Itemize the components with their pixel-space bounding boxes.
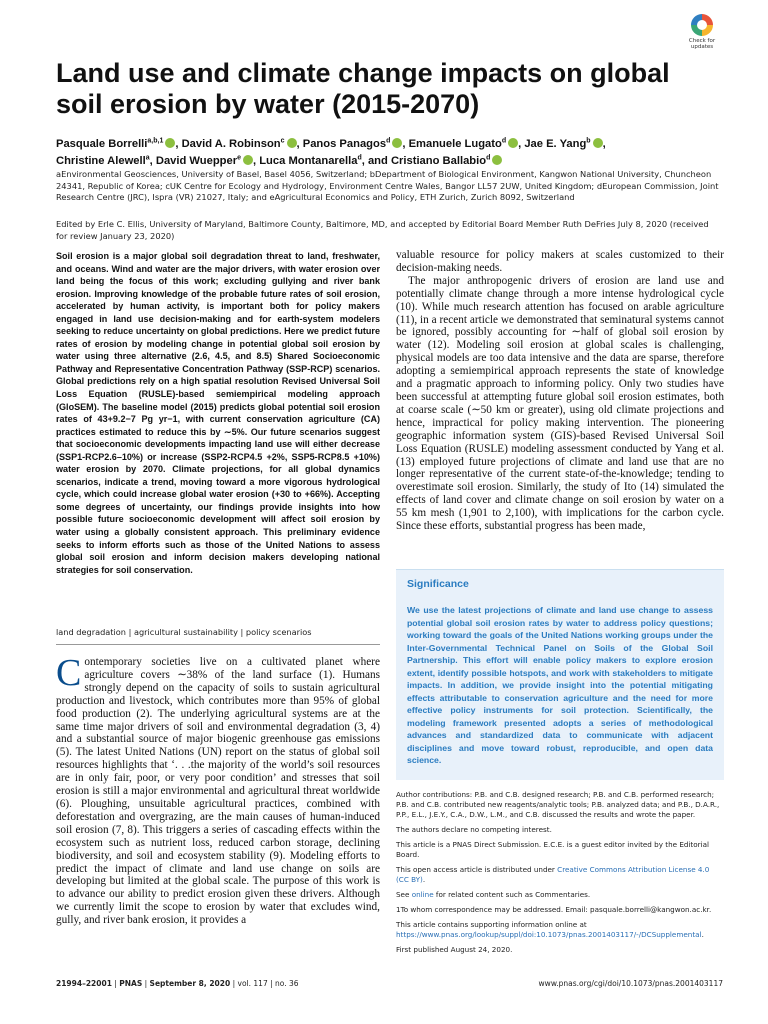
check-updates-icon <box>691 14 713 36</box>
supporting-info-link[interactable]: https://www.pnas.org/lookup/suppl/doi:10.1073/pnas.2001403117/-/DCSupplemental <box>396 930 702 939</box>
footer-citation: 21994–22001 | PNAS | September 8, 2020 | vol. 117 | no. 36 <box>56 979 299 988</box>
paragraph: valuable resource for policy makers at scales customized to their decision-making needs. <box>396 249 724 274</box>
author[interactable]: Christine Alewell$^a$ <box>56 154 150 167</box>
issue: no. 36 <box>275 979 299 988</box>
author[interactable]: David Wuepper$^e$ <box>156 155 253 167</box>
orcid-icon[interactable] <box>165 138 175 148</box>
orcid-icon[interactable] <box>392 138 402 148</box>
supporting-info-note: This article contains supporting information online at https://www.pnas.org/lookup/suppl/doi:10.1073/pnas.2001403117/-/DCSupplemental. <box>396 920 704 939</box>
check-for-updates-badge[interactable] <box>676 14 728 56</box>
open-access-note: This open access article is distributed under Creative Commons Attribution License 4.0 (CC BY). <box>396 865 710 884</box>
article-title: Land use and climate change impacts on global soil erosion by water (2015-2070) <box>56 58 670 119</box>
online-link[interactable]: online <box>411 890 434 899</box>
significance-box <box>396 569 724 780</box>
author[interactable]: Pasquale Borrelli$^{a,b,1}$ <box>56 138 175 150</box>
competing-interest: The authors declare no competing interest. <box>396 825 552 834</box>
author[interactable]: Cristiano Ballabio$^d$ <box>391 155 502 167</box>
keywords: land degradation | agricultural sustainability | policy scenarios <box>56 627 312 637</box>
paragraph: The major anthropogenic drivers of erosion are land use and potentially climate change through a more intense hydrological cycle (10). While much research attention has focused on arable agriculture (11), in a recent article we demonstrated that seminatural systems cannot be ignored, possibly accounting for ∼half of global soil erosion by water (12). Modeling soil erosion at global scales is challenging, physical models are too data intensive and the data are sparse, therefore adopting a semiempirical approach represents the state of knowledge and a pragmatic approach to informing policy. Only two studies have been successful at attempting future global soil erosion estimates, both at coarse scale (∼50 km or greater), using old climate projections and hence, impractical for policy making intervention. The pioneering geographic information system (GIS)-based Revised Universal Soil Loss Equation (RUSLE) modeling assessment conducted by Yang et al. (13) employed future projections of climate and land use that are no longer representative of the current state-of-the-knowledge; tending to overestimate soil erosion. Similarly, the study of Ito (14) simulated the effects of land cover and climate change on soil erosion by water on a 55 km mesh (1,901 to 2,100), with implications for the carbon cycle. Since these efforts, substantial progress has been made, <box>396 274 724 533</box>
orcid-icon[interactable] <box>287 138 297 148</box>
edited-by: Edited by Erle C. Ellis, University of Maryland, Baltimore County, Baltimore, MD, and accepted by Editorial Board Member Ruth DeFries July 8, 2020 (received for review January 23, 2020) <box>56 219 709 241</box>
author-contributions: Author contributions: P.B. and C.B. designed research; P.B. and C.B. performed research; P.B. and C.B. contributed new reagents/analytic tools; P.B. analyzed data; and P.B., D.A.R., P.P., E.L., J.E.Y., C.A., D.W., L.M., and C.B. discussed the results and wrote the paper. <box>396 790 720 819</box>
license-link[interactable]: Creative Commons Attribution License 4.0 (CC BY) <box>396 865 710 884</box>
introduction <box>56 652 380 927</box>
author[interactable]: David A. Robinson$^c$ <box>182 138 297 150</box>
badge-line1: Check for <box>688 38 716 44</box>
author[interactable]: Jae E. Yang$^b$ <box>524 138 602 150</box>
significance-title: Significance <box>407 578 469 590</box>
orcid-icon[interactable] <box>508 138 518 148</box>
page-range: 21994–22001 <box>56 979 112 988</box>
correspondence-note: 1To whom correspondence may be addressed. Email: pasquale.borrelli@kangwon.ac.kr. <box>396 905 712 914</box>
direct-submission: This article is a PNAS Direct Submission. E.C.E. is a guest editor invited by the Editorial Board. <box>396 840 710 859</box>
author[interactable]: Panos Panagos$^d$ <box>303 138 403 150</box>
author-list: Pasquale Borrelli$^{a,b,1}$ , David A. Robinson$^c$ , Panos Panagos$^d$ , Emanuele Lugato$^d$ , Jae E. Yang$^b$ , Christine Alewell$^a$, David Wuepper$^e$ , Luca Montanarella$^d$, and Cristiano Ballabio$^d$ <box>56 137 606 167</box>
keywords-divider <box>56 644 380 645</box>
abstract: Soil erosion is a major global soil degradation threat to land, freshwater, and oceans. Wind and water are the major drivers, with water erosion over land being the focus of this work; excluding gullying and river bank erosion. Improving knowledge of the probable future rates of soil erosion, accelerated by human activity, is important both for policy makers engaged in land use decision-making and for earth-system modelers seeking to reduce uncertainty on global predictions. Here we predict future rates of erosion by modeling change in potential global soil erosion by water using three alternative (2.6, 4.5, and 8.5) Shared Socioeconomic Pathway and Representative Concentration Pathway (SSP-RCP) scenarios. Global predictions rely on a high spatial resolution Revised Universal Soil Loss Equation (RUSLE)-based semiempirical modeling approach (GloSEM). The baseline model (2015) predicts global potential soil erosion rates of 43+9.2−7 Pg yr−1, with current conservation agriculture (CA) practices estimated to reduce this by ∼5%. Our future scenarios suggest that socioeconomic developments impacting land use will either decrease (SSP1-RCP2.6–10%) or increase (SSP2-RCP4.5 +2%, SSP5-RCP8.5 +10%) water erosion by 2070. Climate projections, for all global dynamics scenarios, indicate a trend, moving toward a more vigorous hydrological cycle, which could increase global water erosion (+30 to +66%). Accepting some degrees of uncertainty, our findings provide insights into how possible future socioeconomic development will affect soil erosion by water using a globally consistent approach. This preliminary evidence seeks to inform efforts such as those of the United Nations to assess global soil erosion and inform decision makers developing national strategies for soil conservation. <box>56 251 380 575</box>
doi-url[interactable]: www.pnas.org/cgi/doi/10.1073/pnas.2001403117 <box>538 979 723 988</box>
author[interactable]: Emanuele Lugato$^d$ <box>409 138 519 150</box>
affiliations: aEnvironmental Geosciences, University of Basel, Basel 4056, Switzerland; bDepartment of Biological Environment, Kangwon National University, Chuncheon 24341, Republic of Korea; cUK Centre for Ecology and Hydrology, Environment Centre Wales, Bangor LL57 2UW, United Kingdom; dEuropean Commission, Joint Research Centre (JRC), Ispra (VR) 21027, Italy; and eAgricultural Economics and Policy, ETH Zurich, Zurich 8092, Switzerland <box>56 169 719 202</box>
volume: vol. 117 <box>237 979 268 988</box>
article-notes <box>396 790 724 960</box>
intro-text: ontemporary societies live on a cultivated planet where agriculture covers ∼38% of the land surface (1). Humans strongly depend on the capacity of soils to sustain agricultural production and livestock, which contributes more than 95% of global food production (2). The underlying agricultural systems are at the same time major drivers of soil and environmental degradation (3, 4) and a substantial source of major biogenic greenhouse gas emissions (5). The latest United Nations (UN) report on the status of global soil resources highlights that ‘. . .the majority of the world’s soil resources are in only fair, poor, or very poor condition’ and stresses that soil erosion is still a major environmental and agricultural threat worldwide (6). Ploughing, unsuitable agricultural practices, combined with deforestation and overgrazing, are the main causes of human-induced soil erosion (7, 8). This triggers a series of cascading effects within the ecosystem such as nutrient loss, reduced carbon storage, declining biodiversity, and soil and ecosystem stability (9). Modeling efforts to predict the impact of climate and land use change on soils are developing but limited at the global scale. The purpose of this work is to advance our ability to predict erosion given these drivers. Although we currently limit the scope to erosion by water that excludes wind, gully, and river bank erosion, it provides a <box>56 656 380 927</box>
orcid-icon[interactable] <box>243 155 253 165</box>
journal-name: PNAS <box>119 979 143 988</box>
pub-date: September 8, 2020 <box>149 979 231 988</box>
author[interactable]: Luca Montanarella$^d$ <box>259 154 362 167</box>
drop-cap: C <box>56 652 82 694</box>
significance-text: We use the latest projections of climate and land use change to assess potential global soil erosion rates by water to address policy questions; working toward the goals of the United Nations working groups under the Inter-Governmental Technical Panel on Soils of the Global Soil Partnership. This effort will enable policy makers to explore erosion extent, identify possible hotspots, and work with stakeholders to mitigate impacts. In addition, we provide insight into the potential mitigating effects attributable to conservation agriculture and the need for more effective policy instruments for soil protection. Scientifically, the modeling framework presented adopts a series of methodological advances and standardized data to communicate with adjacent disciplines and move toward robust, reproducible, and open data science. <box>407 605 713 765</box>
right-column-text <box>396 249 724 533</box>
badge-line2: updates <box>690 44 714 50</box>
published-date: First published August 24, 2020. <box>396 945 513 954</box>
orcid-icon[interactable] <box>492 155 502 165</box>
orcid-icon[interactable] <box>593 138 603 148</box>
see-online-note: See online for related content such as Commentaries. <box>396 890 591 899</box>
